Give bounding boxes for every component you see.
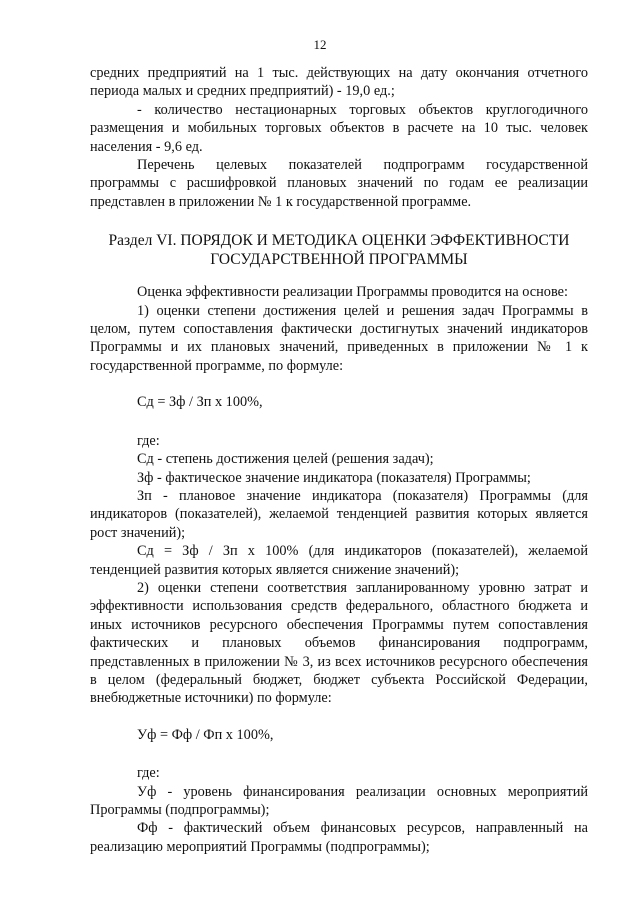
definition-zp: Зп - плановое значение индикатора (показателя) Программы (для индикаторов (показателей), желаемой тенденцией развития которых является рост значений); — [90, 487, 588, 541]
definition-ff: Фф - фактический объем финансовых ресурсов, направленный на реализацию мероприятий Программы (подпрограммы); — [90, 820, 588, 855]
paragraph-indicators-list: Перечень целевых показателей подпрограмм государственной программы с расшифровкой плановых значений по годам ее реализации представлен в приложении № 1 к государственной программе. — [90, 157, 588, 210]
paragraph-item-2: 2) оценки степени соответствия запланированному уровню затрат и эффективности использования средств федерального, областного бюджета и иных источников ресурсного обеспечения Программы путем сопоставления фактических и плановых объемов финансирования подпрограмм, представленных в приложении № 3, из всех источников ресурсного обеспечения в целом (федеральный бюджет, бюджет субъекта Российской Федерации, внебюджетные источники) по формуле: — [90, 579, 588, 707]
where-label-1: где: — [137, 432, 160, 449]
section-heading-line-1: Раздел VI. ПОРЯДОК И МЕТОДИКА ОЦЕНКИ ЭФФЕКТИВНОСТИ — [108, 232, 570, 250]
section-heading-line-2: ГОСУДАРСТВЕННОЙ ПРОГРАММЫ — [210, 251, 468, 269]
document-body — [90, 64, 588, 856]
page-number: 12 — [313, 37, 327, 52]
definition-sd: Сд - степень достижения целей (решения задач); — [137, 451, 434, 468]
formula-achievement: Сд = Зф / Зп x 100%, — [137, 394, 263, 411]
paragraph-kiosks: - количество нестационарных торговых объектов круглогодичного размещения и мобильных торговых объектов в расчете на 10 тыс. человек населения - 9,6 ед. — [90, 101, 588, 155]
formula-funding: Уф = Фф / Фп x 100%, — [137, 726, 274, 743]
paragraph-intro: Оценка эффективности реализации Программы проводится на основе: — [137, 284, 568, 301]
paragraph-item-1: 1) оценки степени достижения целей и решения задач Программы в целом, путем сопоставления фактически достигнутых значений индикаторов Программы и их плановых значений, приведенных в приложении № 1 к государственной программе, по формуле: — [90, 302, 588, 374]
where-label-2: где: — [137, 765, 160, 782]
definition-zf: Зф - фактическое значение индикатора (показателя) Программы; — [137, 469, 531, 486]
definition-uf: Уф - уровень финансирования реализации основных мероприятий Программы (подпрограммы); — [90, 783, 588, 818]
paragraph-continuation: средних предприятий на 1 тыс. действующих на дату окончания отчетного периода малых и средних предприятий) - 19,0 ед.; — [90, 65, 588, 100]
section-heading — [90, 231, 588, 269]
definition-sd-decrease: Сд = Зф / Зп x 100% (для индикаторов (показателей), желаемой тенденцией развития которых является снижение значений); — [90, 543, 588, 578]
